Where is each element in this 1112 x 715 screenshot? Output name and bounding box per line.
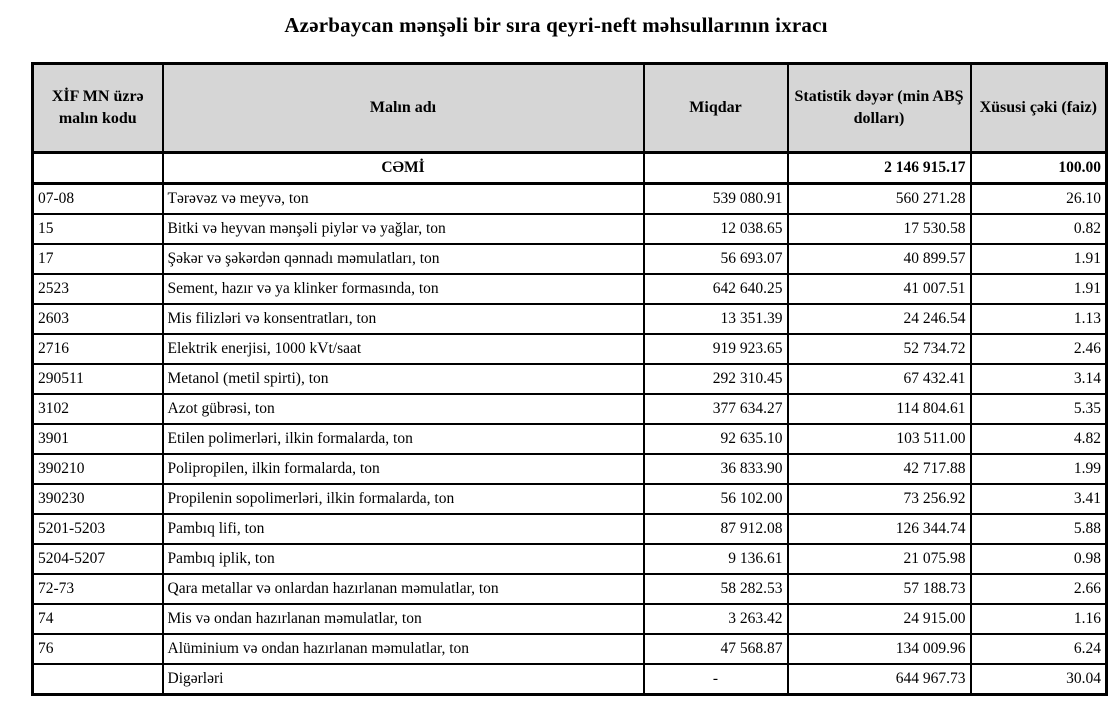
row-share-cell: 1.91: [971, 244, 1107, 274]
row-code-cell: 5201-5203: [33, 514, 163, 544]
row-quantity-cell: 642 640.25: [644, 274, 788, 304]
row-name-cell: Şəkər və şəkərdən qənnadı məmulatları, ton: [163, 244, 644, 274]
total-share-cell: 100.00: [971, 153, 1107, 184]
table-row: [33, 424, 1107, 454]
row-code-cell: 15: [33, 214, 163, 244]
table-row: [33, 184, 1107, 215]
table-row: [33, 454, 1107, 484]
row-share-cell: 1.91: [971, 274, 1107, 304]
table-header: [33, 64, 1107, 153]
row-name-cell: Pambıq lifi, ton: [163, 514, 644, 544]
row-name-cell: Alüminium və ondan hazırlanan məmulatlar, ton: [163, 634, 644, 664]
column-header-quantity: Miqdar: [644, 64, 788, 153]
row-code-cell: 17: [33, 244, 163, 274]
page-title: Azərbaycan mənşəli bir sıra qeyri-neft məhsullarının ixracı: [284, 13, 828, 37]
row-quantity-cell: -: [644, 664, 788, 695]
total-name-cell: CƏMİ: [163, 153, 644, 184]
table-row: [33, 304, 1107, 334]
row-share-cell: 4.82: [971, 424, 1107, 454]
table-row: [33, 214, 1107, 244]
row-quantity-cell: 919 923.65: [644, 334, 788, 364]
row-value-cell: 17 530.58: [788, 214, 971, 244]
row-share-cell: 2.66: [971, 574, 1107, 604]
table-row: [33, 544, 1107, 574]
row-name-cell: Qara metallar və onlardan hazırlanan məmulatlar, ton: [163, 574, 644, 604]
row-quantity-cell: 56 102.00: [644, 484, 788, 514]
row-share-cell: 0.98: [971, 544, 1107, 574]
row-value-cell: 42 717.88: [788, 454, 971, 484]
row-share-cell: 26.10: [971, 184, 1107, 215]
table-row: [33, 634, 1107, 664]
row-value-cell: 24 246.54: [788, 304, 971, 334]
row-name-cell: Bitki və heyvan mənşəli piylər və yağlar, ton: [163, 214, 644, 244]
row-code-cell: 290511: [33, 364, 163, 394]
row-share-cell: 5.35: [971, 394, 1107, 424]
row-name-cell: Mis və ondan hazırlanan məmulatlar, ton: [163, 604, 644, 634]
row-quantity-cell: 58 282.53: [644, 574, 788, 604]
table-body: [33, 184, 1107, 695]
row-name-cell: Tərəvəz və meyvə, ton: [163, 184, 644, 215]
table-row: [33, 364, 1107, 394]
total-value-cell: 2 146 915.17: [788, 153, 971, 184]
row-name-cell: Mis filizləri və konsentratları, ton: [163, 304, 644, 334]
table-row: [33, 334, 1107, 364]
row-name-cell: Elektrik enerjisi, 1000 kVt/saat: [163, 334, 644, 364]
row-quantity-cell: 3 263.42: [644, 604, 788, 634]
total-quantity-cell: [644, 153, 788, 184]
row-value-cell: 644 967.73: [788, 664, 971, 695]
row-value-cell: 52 734.72: [788, 334, 971, 364]
row-code-cell: 3901: [33, 424, 163, 454]
row-share-cell: 3.41: [971, 484, 1107, 514]
row-value-cell: 21 075.98: [788, 544, 971, 574]
column-header-name: Malın adı: [163, 64, 644, 153]
table-row: [33, 274, 1107, 304]
row-quantity-cell: 377 634.27: [644, 394, 788, 424]
total-row: [33, 153, 1107, 184]
row-quantity-cell: 9 136.61: [644, 544, 788, 574]
table-row: [33, 484, 1107, 514]
export-table: [31, 62, 1108, 696]
row-code-cell: 2603: [33, 304, 163, 334]
table-row: [33, 394, 1107, 424]
row-quantity-cell: 92 635.10: [644, 424, 788, 454]
row-value-cell: 41 007.51: [788, 274, 971, 304]
row-value-cell: 126 344.74: [788, 514, 971, 544]
row-value-cell: 40 899.57: [788, 244, 971, 274]
table-row: [33, 244, 1107, 274]
row-value-cell: 57 188.73: [788, 574, 971, 604]
total-code-cell: [33, 153, 163, 184]
row-share-cell: 1.99: [971, 454, 1107, 484]
table-row: [33, 574, 1107, 604]
header-row: [33, 64, 1107, 153]
row-value-cell: 24 915.00: [788, 604, 971, 634]
table-row: [33, 664, 1107, 695]
row-code-cell: 2523: [33, 274, 163, 304]
row-share-cell: 30.04: [971, 664, 1107, 695]
column-header-value: Statistik dəyər (min ABŞ dolları): [788, 64, 971, 153]
row-quantity-cell: 292 310.45: [644, 364, 788, 394]
table-row: [33, 604, 1107, 634]
row-share-cell: 2.46: [971, 334, 1107, 364]
row-name-cell: Azot gübrəsi, ton: [163, 394, 644, 424]
row-code-cell: 390210: [33, 454, 163, 484]
row-quantity-cell: 36 833.90: [644, 454, 788, 484]
row-value-cell: 114 804.61: [788, 394, 971, 424]
row-share-cell: 6.24: [971, 634, 1107, 664]
row-quantity-cell: 87 912.08: [644, 514, 788, 544]
row-value-cell: 73 256.92: [788, 484, 971, 514]
row-value-cell: 67 432.41: [788, 364, 971, 394]
column-header-share: Xüsusi çəki (faiz): [971, 64, 1107, 153]
row-name-cell: Sement, hazır və ya klinker formasında, ton: [163, 274, 644, 304]
row-value-cell: 560 271.28: [788, 184, 971, 215]
row-name-cell: Propilenin sopolimerləri, ilkin formalarda, ton: [163, 484, 644, 514]
row-share-cell: 1.16: [971, 604, 1107, 634]
row-code-cell: 07-08: [33, 184, 163, 215]
row-quantity-cell: 539 080.91: [644, 184, 788, 215]
row-name-cell: Polipropilen, ilkin formalarda, ton: [163, 454, 644, 484]
row-code-cell: 3102: [33, 394, 163, 424]
row-code-cell: [33, 664, 163, 695]
row-code-cell: 76: [33, 634, 163, 664]
row-quantity-cell: 47 568.87: [644, 634, 788, 664]
row-code-cell: 390230: [33, 484, 163, 514]
row-code-cell: 5204-5207: [33, 544, 163, 574]
row-name-cell: Pambıq iplik, ton: [163, 544, 644, 574]
row-value-cell: 103 511.00: [788, 424, 971, 454]
row-name-cell: Metanol (metil spirti), ton: [163, 364, 644, 394]
row-quantity-cell: 13 351.39: [644, 304, 788, 334]
column-header-code: XİF MN üzrə malın kodu: [33, 64, 163, 153]
row-name-cell: Etilen polimerləri, ilkin formalarda, ton: [163, 424, 644, 454]
table-row: [33, 514, 1107, 544]
row-code-cell: 74: [33, 604, 163, 634]
row-share-cell: 1.13: [971, 304, 1107, 334]
row-quantity-cell: 56 693.07: [644, 244, 788, 274]
row-quantity-cell: 12 038.65: [644, 214, 788, 244]
row-share-cell: 5.88: [971, 514, 1107, 544]
row-value-cell: 134 009.96: [788, 634, 971, 664]
row-share-cell: 0.82: [971, 214, 1107, 244]
row-share-cell: 3.14: [971, 364, 1107, 394]
row-name-cell: Digərləri: [163, 664, 644, 695]
row-code-cell: 2716: [33, 334, 163, 364]
row-code-cell: 72-73: [33, 574, 163, 604]
